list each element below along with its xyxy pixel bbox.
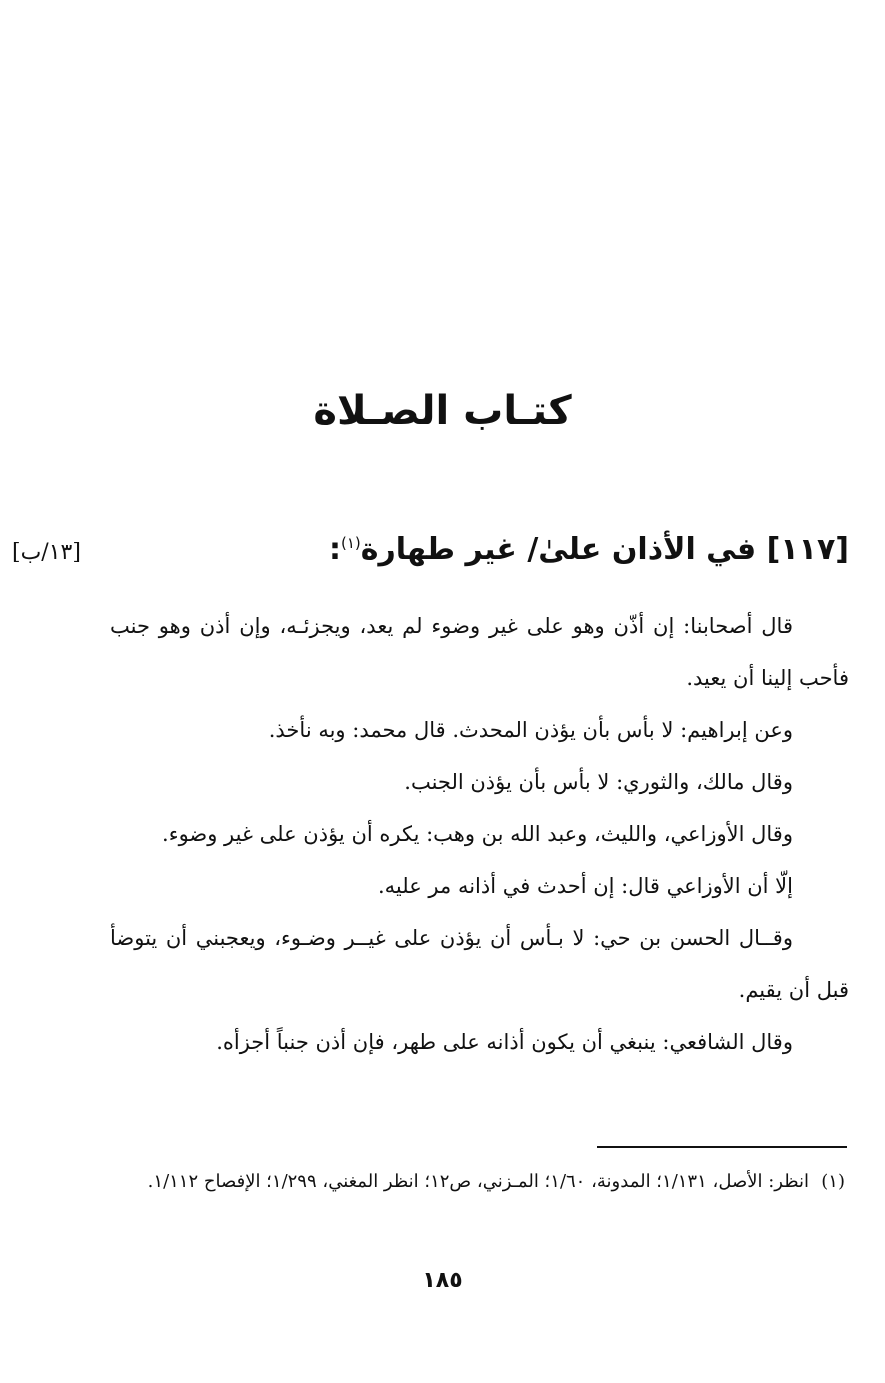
- paragraph: وعن إبراهيم: لا بأس بأن يؤذن المحدث. قال محمد: وبه نأخذ.: [268, 718, 793, 742]
- section-colon: :: [328, 532, 341, 567]
- footnote: [108, 1164, 845, 1200]
- body-text: [110, 600, 849, 1068]
- paragraph: وقال مالك، والثوري: لا بأس بأن يؤذن الجنب.: [404, 770, 793, 794]
- paragraph: وقال الأوزاعي، والليث، وعبد الله بن وهب: يكره أن يؤذن على غير وضوء.: [162, 822, 793, 846]
- paragraph: وقال الشافعي: ينبغي أن يكون أذانه على طهر، فإن أذن جنباً أجزأه.: [216, 1030, 793, 1054]
- section-heading: [249, 532, 849, 567]
- section-number: [١١٧]: [766, 532, 849, 567]
- manuscript-folio-ref: [١٣/ب]: [12, 540, 81, 565]
- footnote-divider: [597, 1146, 847, 1148]
- page-number: ١٨٥: [422, 1268, 463, 1293]
- footnote-number: (١): [821, 1171, 845, 1192]
- footnote-marker: (١): [340, 534, 361, 552]
- paragraph: وقــال الحسن بن حي: لا بـأس أن يؤذن على غيــر وضـوء، ويعجبني أن يتوضأ قبل أن يقيم.: [110, 926, 849, 1002]
- footnote-text: انظر: الأصل، ١/١٣١؛ المدونة، ١/٦٠؛ المـزني، ص١٢؛ انظر المغني، ١/٢٩٩؛ الإفصاح ١/١١٢.: [147, 1171, 809, 1192]
- chapter-title: كتـاب الصـلاة: [313, 388, 572, 434]
- paragraph: قال أصحابنا: إن أذّن وهو على غير وضوء لم يعد، ويجزئـه، وإن أذن وهو جنب فأحب إلينا أن يعيد.: [110, 614, 849, 690]
- section-title: في الأذان علىٰ/ غير طهارة: [360, 532, 757, 567]
- paragraph: إلّا أن الأوزاعي قال: إن أحدث في أذانه مر عليه.: [378, 874, 793, 898]
